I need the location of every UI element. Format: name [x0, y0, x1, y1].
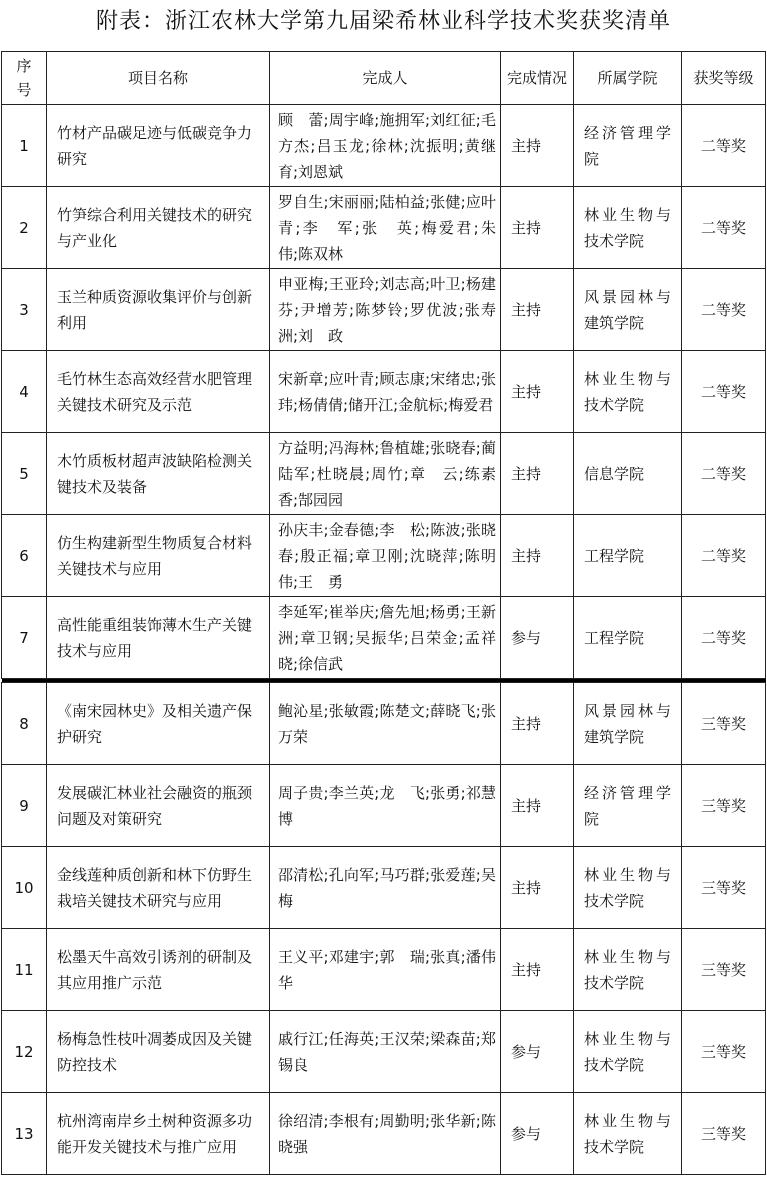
cell-no: 10: [2, 847, 47, 929]
cell-college: 风景园林与建筑学院: [574, 269, 682, 351]
cell-project-name: 仿生构建新型生物质复合材料关键技术与应用: [47, 515, 270, 597]
cell-people: 王义平;邓建宇;郭 瑞;张真;潘伟华: [270, 929, 501, 1011]
cell-status: 参与: [501, 597, 574, 679]
cell-award: 二等奖: [682, 105, 766, 187]
cell-people: 罗自生;宋丽丽;陆柏益;张健;应叶青;李 军;张 英;梅爱君;朱 伟;陈双林: [270, 187, 501, 269]
cell-status: 主持: [501, 105, 574, 187]
table-row: [2, 433, 766, 515]
cell-no: 1: [2, 105, 47, 187]
cell-award: 二等奖: [682, 269, 766, 351]
cell-people: 李延军;崔举庆;詹先旭;杨勇;王新洲;章卫钢;吴振华;吕荣金;孟祥晓;徐信武: [270, 597, 501, 679]
table-row: [2, 765, 766, 847]
cell-college: 林业生物与技术学院: [574, 187, 682, 269]
cell-people: 戚行江;任海英;王汉荣;梁森苗;郑锡良: [270, 1011, 501, 1093]
cell-project-name: 玉兰种质资源收集评价与创新利用: [47, 269, 270, 351]
header-college: 所属学院: [574, 52, 682, 105]
table-header-row: [2, 52, 766, 105]
cell-project-name: 竹材产品碳足迹与低碳竞争力研究: [47, 105, 270, 187]
cell-people: 徐绍清;李根有;周勤明;张华新;陈晓强: [270, 1093, 501, 1175]
cell-award: 三等奖: [682, 1093, 766, 1175]
cell-award: 三等奖: [682, 929, 766, 1011]
cell-award: 二等奖: [682, 187, 766, 269]
cell-no: 11: [2, 929, 47, 1011]
cell-status: 主持: [501, 765, 574, 847]
table-row: [2, 683, 766, 765]
cell-project-name: 杨梅急性枝叶凋萎成因及关键防控技术: [47, 1011, 270, 1093]
cell-project-name: 木竹质板材超声波缺陷检测关键技术及装备: [47, 433, 270, 515]
header-status: 完成情况: [501, 52, 574, 105]
cell-people: 申亚梅;王亚玲;刘志高;叶卫;杨建芬;尹增芳;陈梦铃;罗优波;张寿洲;刘 政: [270, 269, 501, 351]
table-row: [2, 187, 766, 269]
table-row: [2, 847, 766, 929]
cell-college: 林业生物与技术学院: [574, 1011, 682, 1093]
cell-project-name: 杭州湾南岸乡土树种资源多功能开发关键技术与推广应用: [47, 1093, 270, 1175]
table-row: [2, 515, 766, 597]
header-award: 获奖等级: [682, 52, 766, 105]
cell-people: 周子贵;李兰英;龙 飞;张勇;祁慧博: [270, 765, 501, 847]
cell-no: 12: [2, 1011, 47, 1093]
table-row: [2, 1011, 766, 1093]
cell-status: 主持: [501, 433, 574, 515]
cell-no: 6: [2, 515, 47, 597]
table-row: [2, 351, 766, 433]
cell-award: 三等奖: [682, 847, 766, 929]
cell-no: 3: [2, 269, 47, 351]
cell-project-name: 松墨天牛高效引诱剂的研制及其应用推广示范: [47, 929, 270, 1011]
cell-status: 主持: [501, 515, 574, 597]
cell-college: 信息学院: [574, 433, 682, 515]
cell-project-name: 竹笋综合利用关键技术的研究与产业化: [47, 187, 270, 269]
table-row: [2, 929, 766, 1011]
cell-status: 主持: [501, 847, 574, 929]
cell-college: 林业生物与技术学院: [574, 847, 682, 929]
header-no: 序号: [2, 52, 47, 105]
cell-status: 主持: [501, 683, 574, 765]
cell-college: 林业生物与技术学院: [574, 1093, 682, 1175]
cell-status: 参与: [501, 1093, 574, 1175]
cell-people: 孙庆丰;金春德;李 松;陈波;张晓春;殷正福;章卫刚;沈晓萍;陈明伟;王 勇: [270, 515, 501, 597]
table-row: [2, 1093, 766, 1175]
cell-award: 三等奖: [682, 765, 766, 847]
cell-project-name: 发展碳汇林业社会融资的瓶颈问题及对策研究: [47, 765, 270, 847]
cell-award: 三等奖: [682, 1011, 766, 1093]
page-title: 附表：浙江农林大学第九届梁希林业科学技术奖获奖清单: [95, 9, 671, 34]
cell-project-name: 高性能重组装饰薄木生产关键技术与应用: [47, 597, 270, 679]
cell-award: 二等奖: [682, 515, 766, 597]
cell-status: 主持: [501, 351, 574, 433]
cell-college: 经济管理学院: [574, 105, 682, 187]
header-name: 项目名称: [47, 52, 270, 105]
cell-college: 经济管理学院: [574, 765, 682, 847]
cell-status: 主持: [501, 929, 574, 1011]
cell-no: 7: [2, 597, 47, 679]
cell-people: 方益明;冯海林;鲁植雄;张晓春;蔺陆军;杜晓晨;周竹;章 云;练素香;郜园园: [270, 433, 501, 515]
cell-status: 主持: [501, 187, 574, 269]
table-row: [2, 105, 766, 187]
cell-no: 2: [2, 187, 47, 269]
cell-no: 8: [2, 683, 47, 765]
cell-college: 工程学院: [574, 597, 682, 679]
table-row: [2, 597, 766, 679]
cell-project-name: 金线莲种质创新和林下仿野生栽培关键技术研究与应用: [47, 847, 270, 929]
cell-college: 风景园林与建筑学院: [574, 683, 682, 765]
cell-status: 主持: [501, 269, 574, 351]
cell-award: 二等奖: [682, 433, 766, 515]
cell-college: 林业生物与技术学院: [574, 351, 682, 433]
cell-no: 13: [2, 1093, 47, 1175]
cell-award: 三等奖: [682, 683, 766, 765]
cell-project-name: 《南宋园林史》及相关遗产保护研究: [47, 683, 270, 765]
header-people: 完成人: [270, 52, 501, 105]
cell-people: 鲍沁星;张敏霞;陈楚文;薛晓飞;张万荣: [270, 683, 501, 765]
cell-people: 宋新章;应叶青;顾志康;宋绪忠;张 玮;杨倩倩;储开江;金航标;梅爱君: [270, 351, 501, 433]
cell-project-name: 毛竹林生态高效经营水肥管理关键技术研究及示范: [47, 351, 270, 433]
cell-status: 参与: [501, 1011, 574, 1093]
cell-college: 林业生物与技术学院: [574, 929, 682, 1011]
table-row: [2, 269, 766, 351]
cell-college: 工程学院: [574, 515, 682, 597]
cell-people: 邵清松;孔向军;马巧群;张爱莲;吴 梅: [270, 847, 501, 929]
cell-people: 顾 蕾;周宇峰;施拥军;刘红征;毛方杰;吕玉龙;徐林;沈振明;黄继育;刘恩斌: [270, 105, 501, 187]
cell-no: 9: [2, 765, 47, 847]
cell-no: 5: [2, 433, 47, 515]
cell-no: 4: [2, 351, 47, 433]
cell-award: 二等奖: [682, 351, 766, 433]
cell-award: 二等奖: [682, 597, 766, 679]
award-table: [1, 51, 766, 1175]
